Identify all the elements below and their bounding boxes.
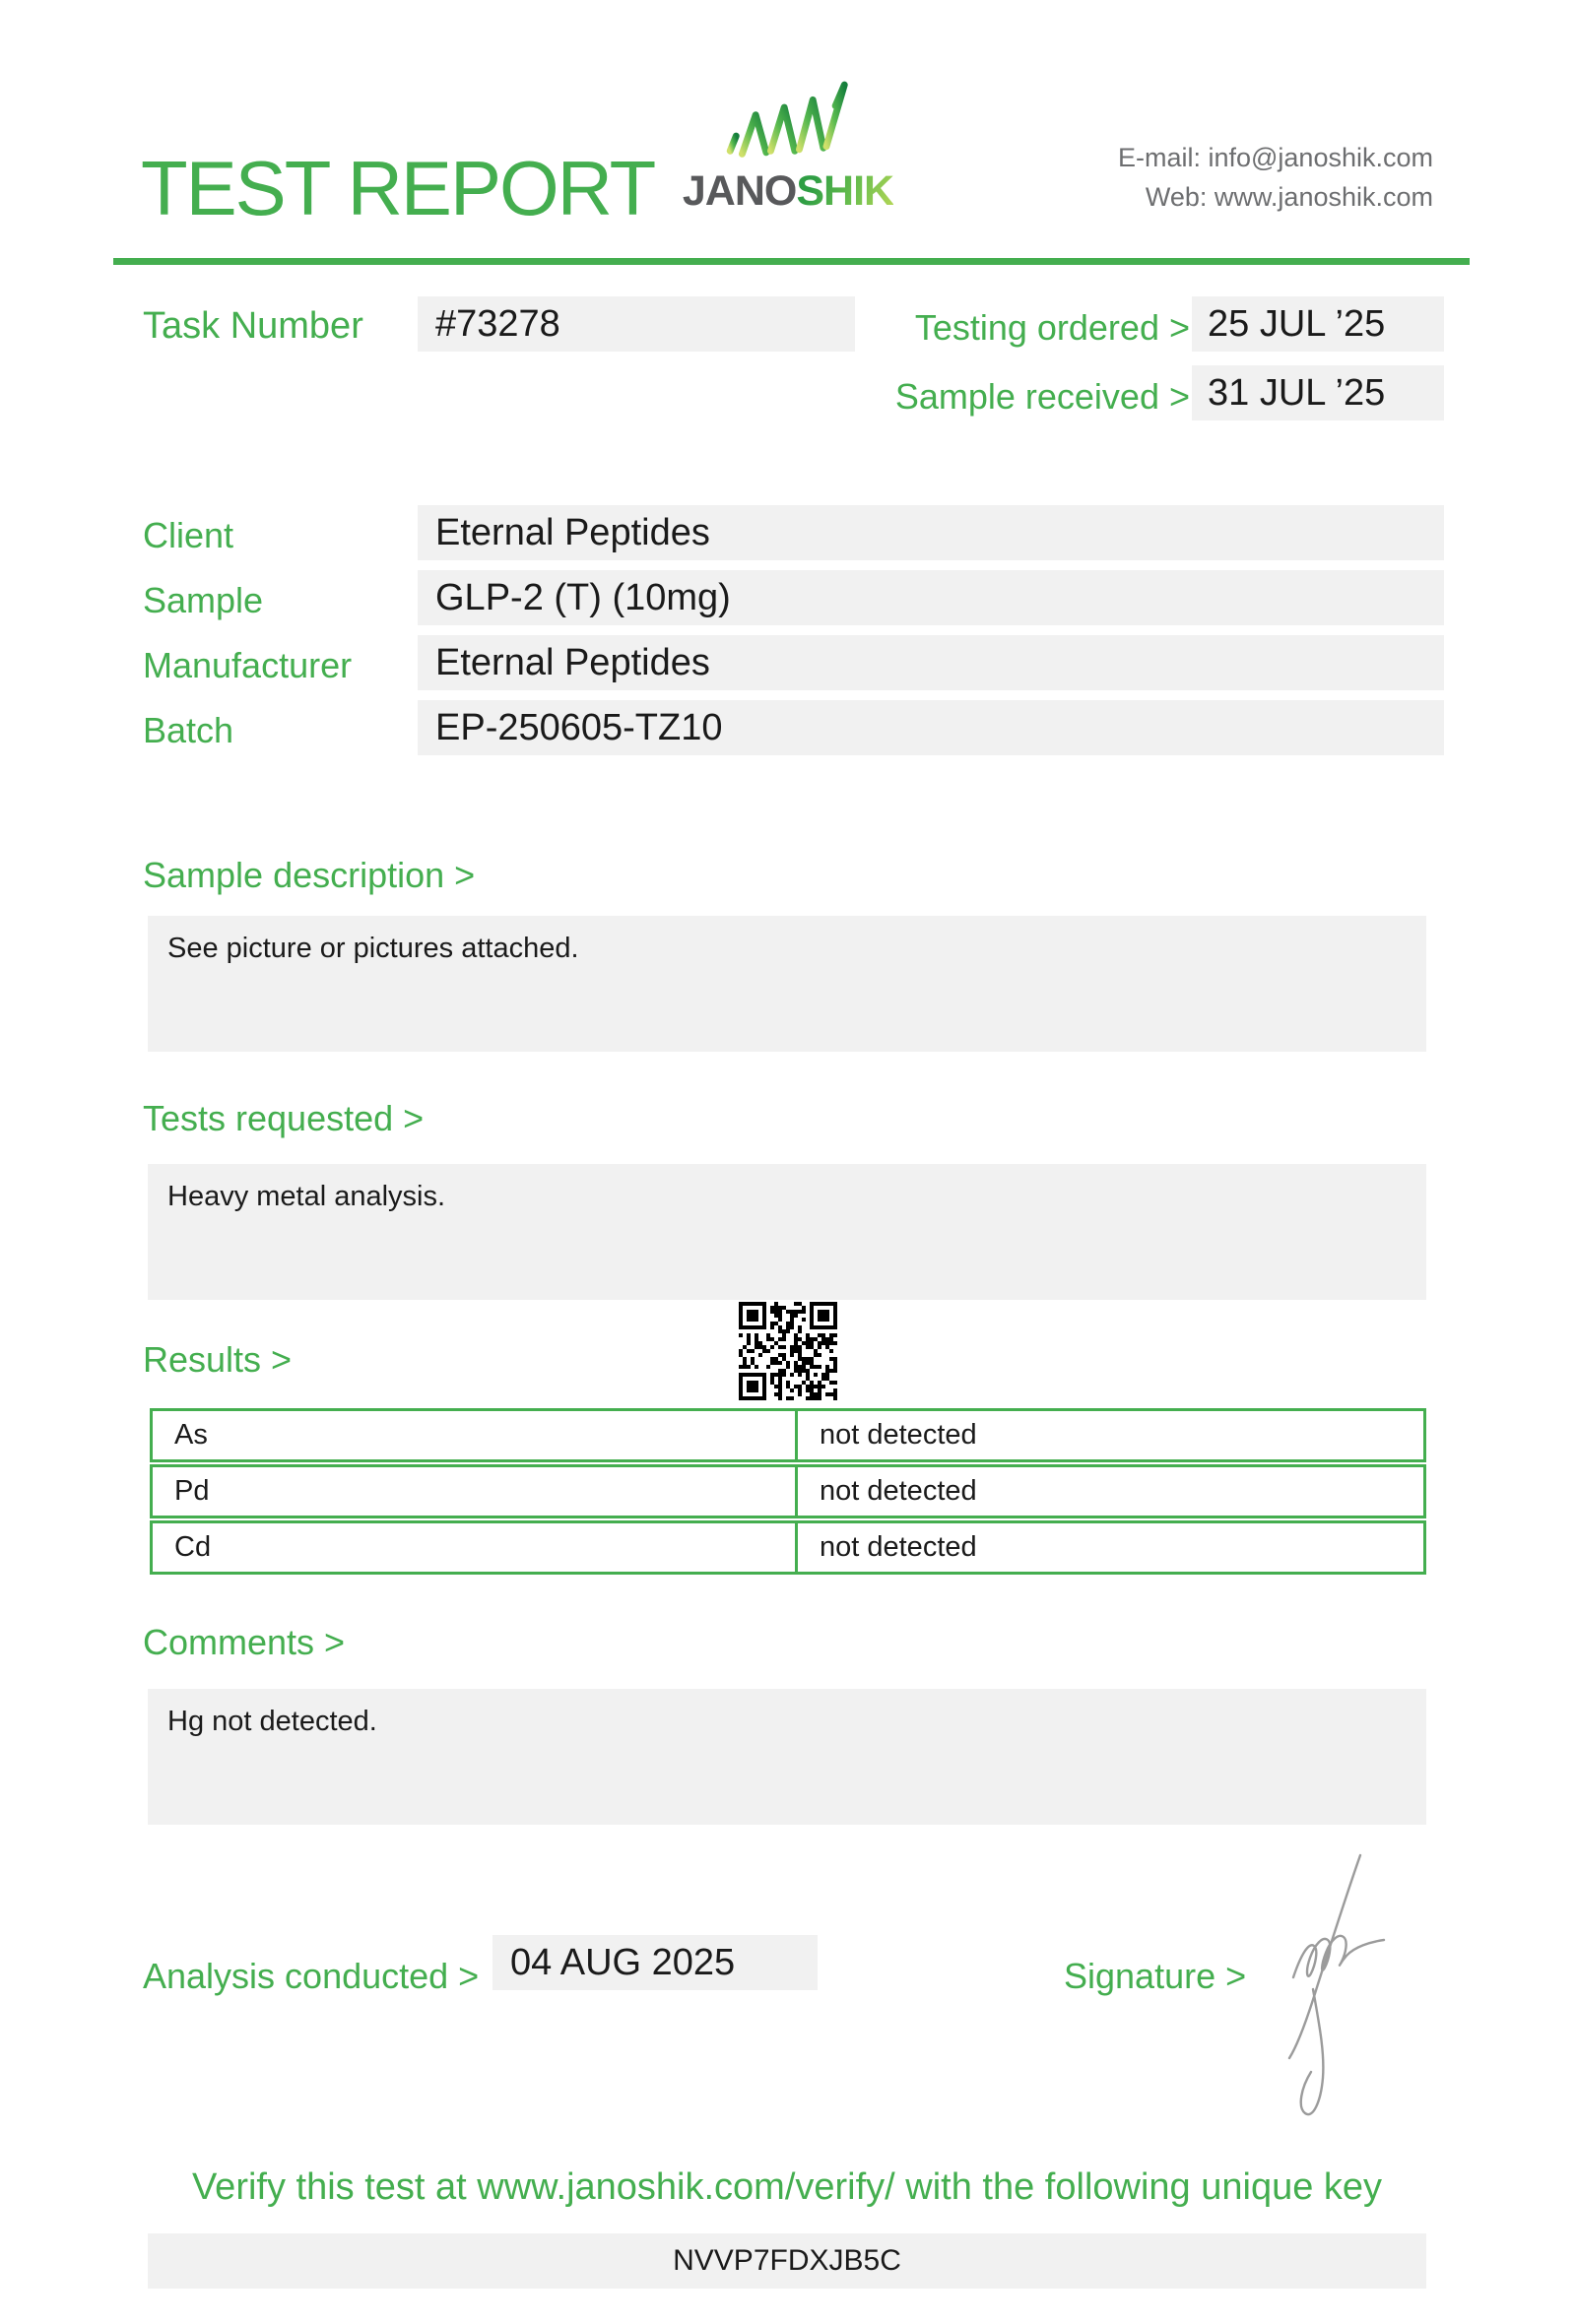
- client-label: Client: [143, 515, 234, 555]
- signature-image: [1274, 1849, 1390, 2137]
- sample-value: GLP-2 (T) (10mg): [418, 570, 1444, 625]
- result-cell: not detected: [820, 1475, 977, 1507]
- task-number-value: #73278: [418, 296, 855, 352]
- table-row: [150, 1408, 1426, 1462]
- sample-description-box: See picture or pictures attached.: [148, 916, 1426, 1052]
- testing-ordered-value: 25 JUL ’25: [1192, 296, 1444, 352]
- batch-value: EP-250605-TZ10: [418, 700, 1444, 755]
- contact-block: [1118, 138, 1433, 217]
- tests-requested-heading: Tests requested >: [143, 1098, 425, 1138]
- verify-instruction: Verify this test at www.janoshik.com/verify/ with the following unique key: [191, 2166, 1383, 2208]
- comments-box: Hg not detected.: [148, 1689, 1426, 1825]
- logo-jano-text: JANO: [682, 167, 797, 215]
- analyte-cell: As: [153, 1411, 798, 1459]
- comments-heading: Comments >: [143, 1622, 346, 1662]
- results-heading: Results >: [143, 1339, 293, 1380]
- verify-key: NVVP7FDXJB5C: [148, 2233, 1426, 2289]
- header-divider: [113, 258, 1470, 265]
- signature-label: Signature >: [1064, 1956, 1247, 1996]
- task-number-label: Task Number: [143, 305, 363, 347]
- results-table: [150, 1408, 1426, 1577]
- page-title: TEST REPORT: [141, 145, 655, 231]
- sample-received-value: 31 JUL ’25: [1192, 365, 1444, 420]
- manufacturer-value: Eternal Peptides: [418, 635, 1444, 690]
- logo-wordmark: [668, 167, 908, 216]
- manufacturer-label: Manufacturer: [143, 645, 353, 685]
- janoshik-logo: [668, 79, 908, 216]
- sample-received-label: Sample received >: [894, 376, 1190, 417]
- result-cell: not detected: [820, 1531, 977, 1563]
- tests-requested-box: Heavy metal analysis.: [148, 1164, 1426, 1300]
- web-line: Web: www.janoshik.com: [1145, 182, 1433, 212]
- sample-description-heading: Sample description >: [143, 855, 476, 895]
- table-row: [150, 1520, 1426, 1575]
- client-value: Eternal Peptides: [418, 505, 1444, 560]
- analysis-conducted-label: Analysis conducted >: [143, 1956, 480, 1996]
- logo-shik-text: SHIK: [796, 167, 894, 215]
- analysis-conducted-value: 04 AUG 2025: [492, 1935, 818, 1990]
- trend-chart-icon: [668, 79, 908, 161]
- result-cell: not detected: [820, 1419, 977, 1451]
- analyte-cell: Pd: [153, 1467, 798, 1516]
- email-line: E-mail: info@janoshik.com: [1117, 143, 1433, 172]
- table-row: [150, 1464, 1426, 1518]
- batch-label: Batch: [143, 710, 234, 750]
- analyte-cell: Cd: [153, 1523, 798, 1572]
- qr-code: [739, 1302, 837, 1400]
- testing-ordered-label: Testing ordered >: [914, 307, 1190, 348]
- sample-label: Sample: [143, 580, 264, 620]
